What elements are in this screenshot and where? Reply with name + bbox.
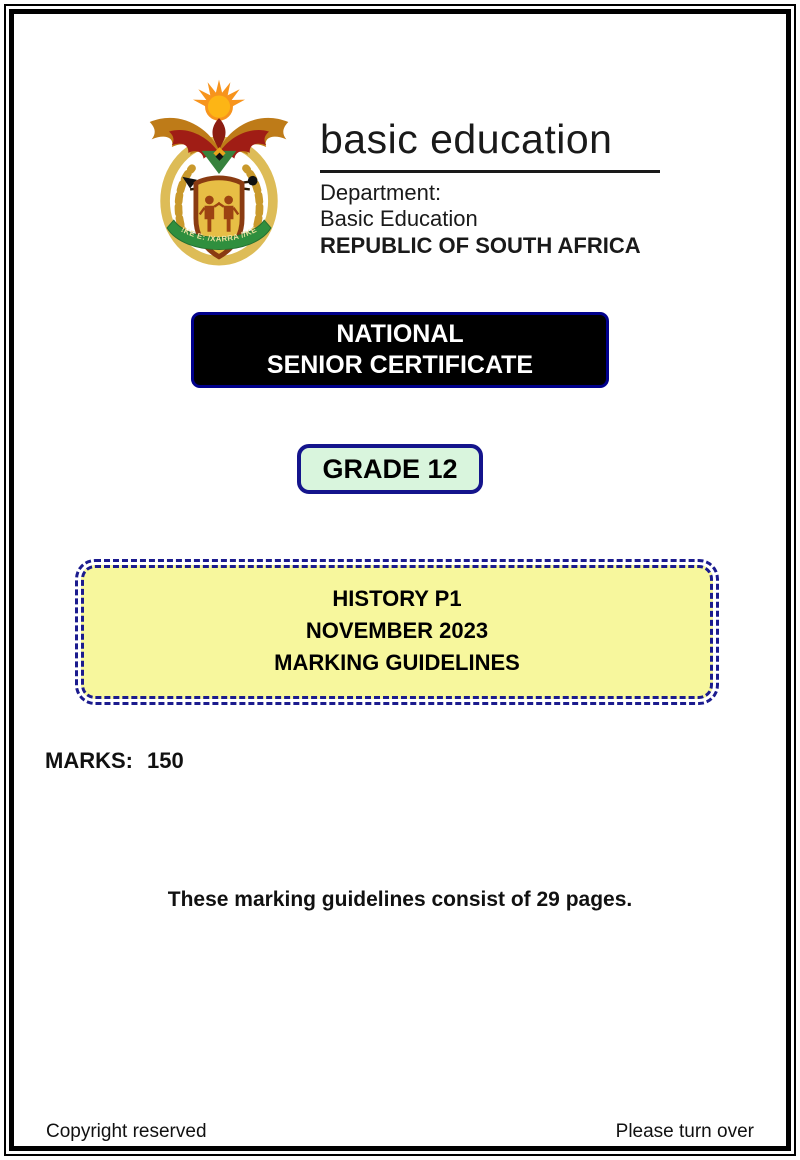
logo-sun-icon (192, 80, 247, 119)
pages-note: These marking guidelines consist of 29 pages. (167, 888, 633, 911)
grade-badge-label: GRADE 12 (322, 453, 458, 484)
brand-divider (320, 170, 660, 173)
marks-value: 150 (147, 748, 184, 773)
country-name: REPUBLIC OF SOUTH AFRICA (320, 233, 641, 258)
certificate-banner-line2: SENIOR CERTIFICATE (266, 351, 534, 379)
exam-session: NOVEMBER 2023 (305, 618, 489, 643)
department-header (320, 116, 680, 259)
marks-label: MARKS: (45, 748, 133, 773)
certificate-banner-line1: NATIONAL (336, 320, 464, 348)
department-lines (320, 180, 680, 259)
footer-copyright: Copyright reserved (46, 1121, 207, 1142)
coat-of-arms-logo (142, 76, 296, 272)
department-label: Department: (320, 180, 442, 205)
grade-badge (297, 444, 483, 494)
certificate-banner (191, 312, 609, 388)
exam-subject: HISTORY P1 (332, 586, 462, 611)
exam-doc-type: MARKING GUIDELINES (274, 650, 520, 675)
marks-row (45, 748, 184, 774)
logo-motto: !KE E: /XARRA //KE (179, 225, 259, 244)
logo-protea-triangle (202, 147, 237, 174)
brand-title: basic education (320, 116, 613, 162)
department-name: Basic Education (320, 206, 478, 231)
footer-turn-over: Please turn over (615, 1121, 754, 1142)
exam-title-box (81, 565, 713, 699)
